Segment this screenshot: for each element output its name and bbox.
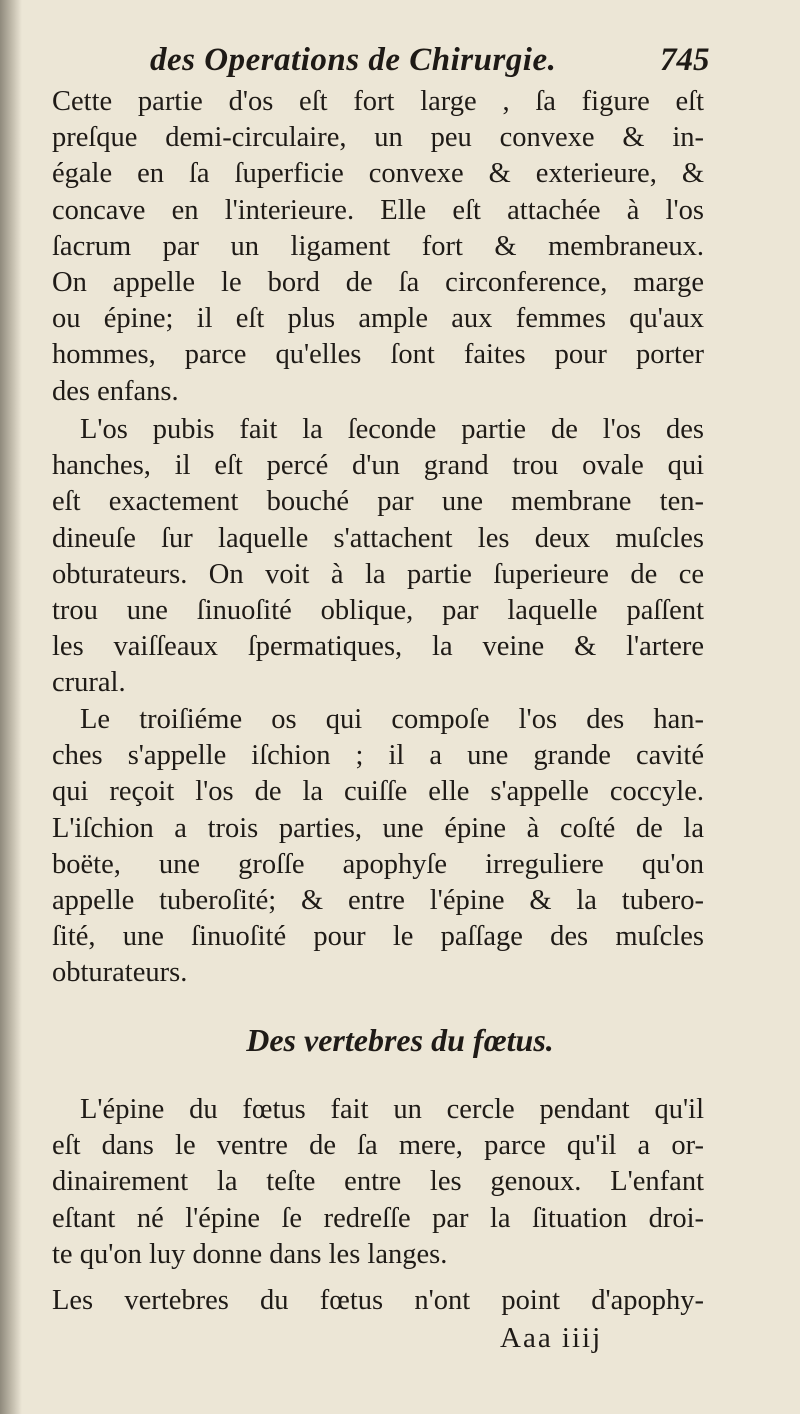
- text-line: concave en l'interieure. Elle eſt attachée à l'os: [52, 194, 704, 226]
- text-line: des enfans.: [52, 375, 179, 407]
- text-line: ches s'appelle iſchion ; il a une grande cavité: [52, 740, 704, 772]
- paragraph-1: [52, 84, 704, 410]
- text-line: Cette partie d'os eſt fort large , ſa figure eſt: [52, 86, 704, 117]
- text-line: eſt exactement bouché par une membrane ten-: [52, 486, 704, 518]
- text-line: hanches, il eſt percé d'un grand trou ovale qui: [52, 450, 704, 482]
- text-line: ſacrum par un ligament fort & membraneux.: [52, 230, 704, 262]
- text-line: qui reçoit l'os de la cuiſſe elle s'appelle coccyle.: [52, 776, 704, 808]
- paragraph-2: [52, 412, 704, 702]
- text-line: L'os pubis fait la ſeconde partie de l'os des: [80, 414, 704, 445]
- text-line: dinairement la teſte entre les genoux. L'enfant: [52, 1166, 704, 1198]
- running-title: des Operations de Chirurgie.: [150, 42, 557, 78]
- text-line: te qu'on luy donne dans les langes.: [52, 1238, 448, 1270]
- text-line: ſité, une ſinuoſité pour le paſſage des muſcles: [52, 921, 704, 953]
- binding-gutter: [0, 0, 22, 1414]
- text-line: Les vertebres du fœtus n'ont point d'apophy-: [52, 1285, 704, 1316]
- text-line: hommes, parce qu'elles ſont faites pour porter: [52, 339, 704, 371]
- text-line: eſt dans le ventre de ſa mere, parce qu'il a or-: [52, 1130, 704, 1162]
- text-line: obturateurs.: [52, 957, 188, 989]
- text-line: eſtant né l'épine ſe redreſſe par la ſituation droi-: [52, 1202, 704, 1234]
- text-line: boëte, une groſſe apophyſe irreguliere qu'on: [52, 848, 704, 880]
- text-line: les vaiſſeaux ſpermatiques, la veine & l'artere: [52, 631, 704, 663]
- page-number: 745: [660, 42, 710, 78]
- text-line: On appelle le bord de ſa circonference, marge: [52, 266, 704, 298]
- text-line: L'épine du fœtus fait un cercle pendant qu'il: [80, 1094, 704, 1125]
- text-line: crural.: [52, 667, 126, 699]
- text-line: obturateurs. On voit à la partie ſuperieure de ce: [52, 558, 704, 590]
- paragraph-3: [52, 702, 704, 992]
- paragraph-5: [52, 1283, 704, 1319]
- text-line: trou une ſinuoſité oblique, par laquelle paſſent: [52, 594, 704, 626]
- text-line: égale en ſa ſuperficie convexe & exterieure, &: [52, 158, 704, 190]
- section-heading: Des vertebres du fœtus.: [246, 1022, 554, 1058]
- text-line: dineuſe ſur laquelle s'attachent les deux muſcles: [52, 522, 704, 554]
- signature-mark: Aaa iiij: [500, 1322, 603, 1354]
- paragraph-4: [52, 1092, 704, 1273]
- text-line: appelle tuberoſité; & entre l'épine & la tubero-: [52, 884, 704, 916]
- text-line: Le troiſiéme os qui compoſe l'os des han-: [80, 704, 704, 735]
- text-line: preſque demi-circulaire, un peu convexe & in-: [52, 122, 704, 154]
- text-line: L'iſchion a trois parties, une épine à coſté de la: [52, 812, 704, 844]
- text-line: ou épine; il eſt plus ample aux femmes qu'aux: [52, 303, 704, 335]
